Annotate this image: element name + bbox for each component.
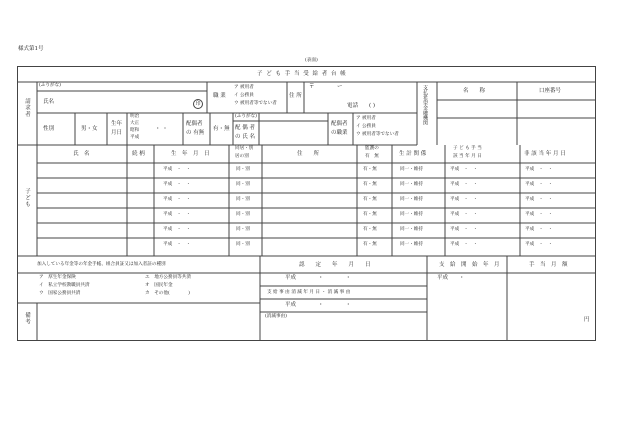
child-start-header: 該 当 年 月 日 bbox=[453, 154, 482, 159]
child-livelihood-cell: 同一・維持 bbox=[400, 242, 423, 247]
termination-reason-label: (消滅事由) bbox=[265, 314, 287, 319]
child-end-cell: 平成 ・ ・ bbox=[525, 197, 553, 202]
monthly-amount-header: 手 当 月 額 bbox=[529, 262, 568, 268]
child-birth-header: 生 年 月 日 bbox=[171, 151, 210, 157]
child-start-cell: 平成 ・ ・ bbox=[450, 167, 478, 172]
yen-unit: 円 bbox=[584, 317, 590, 323]
child-end-cell: 平成 ・ ・ bbox=[525, 212, 553, 217]
child-custody-cell: 有・無 bbox=[363, 227, 377, 232]
pension-option: カ その他( ) bbox=[145, 291, 190, 296]
spouse-furigana-label: (ふりがな) bbox=[235, 114, 257, 119]
child-birth-cell: 平成 ・ ・ bbox=[163, 227, 191, 232]
child-cohabit-cell: 同・別 bbox=[236, 212, 250, 217]
spouse-occupation-label: 配偶者 bbox=[331, 121, 348, 127]
child-start-cell: 平成 ・ ・ bbox=[450, 212, 478, 217]
era-option: 昭和 bbox=[130, 128, 140, 133]
child-end-header: 非 該 当 年 月 日 bbox=[524, 151, 566, 157]
child-cohabit-cell: 同・別 bbox=[236, 182, 250, 187]
postal-mark: 〒 bbox=[309, 84, 315, 90]
payment-start-value: 平成 ・ bbox=[437, 275, 465, 281]
child-birth-cell: 平成 ・ ・ bbox=[163, 182, 191, 187]
era-option: 平成 bbox=[130, 135, 140, 140]
phone-label: 電話 bbox=[347, 103, 359, 109]
seal-mark: 印 bbox=[193, 99, 203, 109]
era-option: 明治 bbox=[130, 114, 140, 119]
certification-date-header: 認 定 年 月 日 bbox=[299, 262, 371, 268]
child-cohabit-cell: 同・別 bbox=[236, 227, 250, 232]
occupation-option: ア 被用者 bbox=[234, 85, 254, 90]
spouse-occupation-option: イ 公務員 bbox=[356, 124, 376, 129]
spouse-flag-label: 配偶者 bbox=[186, 121, 203, 127]
phone-parens: ( ) bbox=[369, 103, 376, 109]
child-livelihood-cell: 同一・維持 bbox=[400, 212, 423, 217]
child-custody-cell: 有・無 bbox=[363, 182, 377, 187]
birth-label: 生年 bbox=[111, 121, 123, 127]
spouse-occupation-option: ア 被用者 bbox=[356, 116, 376, 121]
child-cohabit-cell: 同・別 bbox=[236, 167, 250, 172]
account-number-header: 口座番号 bbox=[539, 88, 562, 94]
child-cohabit-cell: 同・別 bbox=[236, 197, 250, 202]
claimant-section-label: 請求者 bbox=[24, 98, 30, 118]
child-end-cell: 平成 ・ ・ bbox=[525, 182, 553, 187]
side-label: (表面) bbox=[305, 58, 318, 63]
child-livelihood-cell: 同一・維持 bbox=[400, 227, 423, 232]
termination-date-value: 平成 ・ ・ bbox=[285, 302, 352, 308]
bank-name-header: 名 称 bbox=[463, 88, 486, 94]
occupation-option: イ 公務員 bbox=[234, 93, 254, 98]
occupation-label: 職 業 bbox=[213, 93, 226, 99]
birth-label: 月日 bbox=[111, 130, 123, 136]
pension-option: イ 私立学校教職員共済 bbox=[39, 283, 90, 288]
occupation-option: ウ 被用者等でない者 bbox=[234, 101, 277, 106]
child-livelihood-cell: 同一・維持 bbox=[400, 197, 423, 202]
child-custody-cell: 有・無 bbox=[363, 167, 377, 172]
spouse-occupation-label: の職業 bbox=[331, 130, 348, 136]
child-livelihood-cell: 同一・維持 bbox=[400, 167, 423, 172]
child-livelihood-cell: 同一・維持 bbox=[400, 182, 423, 187]
payment-start-header: 支 給 開 始 年 月 bbox=[439, 262, 500, 268]
birth-dots: ・ ・ bbox=[155, 126, 168, 132]
child-address-header: 住 所 bbox=[297, 151, 320, 157]
form-grid bbox=[17, 66, 596, 341]
termination-header: 支 給 事 由 消 滅 年 月 日 ・ 消 滅 事 由 bbox=[267, 290, 351, 295]
child-start-cell: 平成 ・ ・ bbox=[450, 197, 478, 202]
era-option: 大正 bbox=[130, 121, 140, 126]
pension-option: ア 厚生年金保険 bbox=[39, 275, 76, 280]
remarks-label: 備考 bbox=[24, 312, 30, 325]
child-birth-cell: 平成 ・ ・ bbox=[163, 167, 191, 172]
child-birth-cell: 平成 ・ ・ bbox=[163, 212, 191, 217]
child-end-cell: 平成 ・ ・ bbox=[525, 227, 553, 232]
child-start-cell: 平成 ・ ・ bbox=[450, 182, 478, 187]
child-birth-cell: 平成 ・ ・ bbox=[163, 242, 191, 247]
child-custody-header: 監護の bbox=[365, 146, 379, 151]
spouse-flag-value: 有・無 bbox=[213, 126, 230, 132]
postal-dash: ー bbox=[337, 84, 343, 90]
child-start-cell: 平成 ・ ・ bbox=[450, 242, 478, 247]
child-custody-cell: 有・無 bbox=[363, 212, 377, 217]
spouse-name-label: の 氏 名 bbox=[235, 134, 255, 140]
spouse-occupation-option: ウ 被用者等でない者 bbox=[356, 132, 399, 137]
child-cohabit-cell: 同・別 bbox=[236, 242, 250, 247]
child-custody-cell: 有・無 bbox=[363, 242, 377, 247]
child-cohabit-header: 同居・別 bbox=[235, 146, 254, 151]
claimant-furigana-label: (ふりがな) bbox=[39, 83, 61, 88]
child-start-header: 子 ど も 手 当 bbox=[453, 146, 482, 151]
child-livelihood-header: 生 計 関 係 bbox=[399, 151, 427, 157]
child-start-cell: 平成 ・ ・ bbox=[450, 227, 478, 232]
pension-header: 加入している年金等の年金手帳、組合員証又は加入者証の種別 bbox=[37, 262, 166, 267]
gender-label: 性別 bbox=[43, 126, 55, 132]
children-section-label: 子ども bbox=[24, 188, 30, 208]
child-end-cell: 平成 ・ ・ bbox=[525, 167, 553, 172]
certification-date-value: 平成 ・ ・ bbox=[285, 275, 352, 281]
child-name-header: 氏 名 bbox=[73, 151, 90, 157]
page-title: 子 ど も 手 当 受 給 者 台 帳 bbox=[257, 71, 347, 77]
child-custody-cell: 有・無 bbox=[363, 197, 377, 202]
payment-section-label: 支払希望金融機関 bbox=[422, 85, 428, 125]
child-end-cell: 平成 ・ ・ bbox=[525, 242, 553, 247]
address-label: 住 所 bbox=[289, 93, 302, 99]
child-custody-header: 有 無 bbox=[365, 154, 379, 159]
form-number: 様式第1号 bbox=[18, 46, 44, 52]
spouse-name-label: 配 偶 者 bbox=[235, 125, 255, 131]
claimant-name-label: 氏名 bbox=[43, 99, 55, 105]
pension-option: エ 地方公務員等共済 bbox=[145, 275, 191, 280]
child-relation-header: 続 柄 bbox=[132, 151, 145, 157]
pension-option: ウ 国家公務員共済 bbox=[39, 291, 81, 296]
child-birth-cell: 平成 ・ ・ bbox=[163, 197, 191, 202]
ledger-form bbox=[17, 66, 596, 341]
pension-option: オ 国民年金 bbox=[145, 283, 173, 288]
child-cohabit-header: 居の別 bbox=[235, 154, 249, 159]
spouse-flag-label: の 有無 bbox=[186, 130, 205, 136]
gender-value: 男・女 bbox=[81, 126, 98, 132]
